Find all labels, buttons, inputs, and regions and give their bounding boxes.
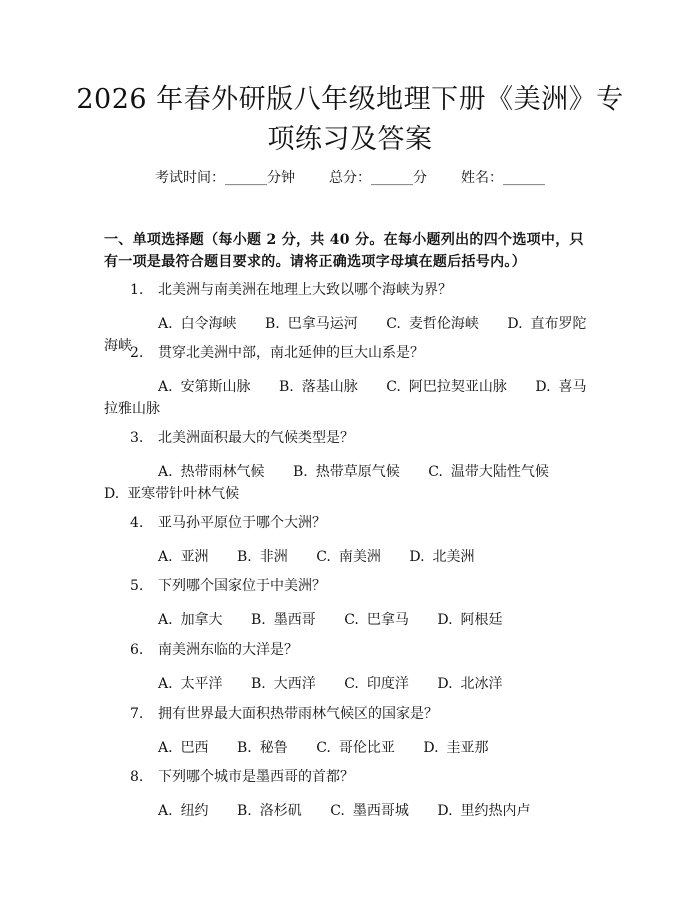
option-text: 巴拿马 [366,612,409,628]
option-letter: A. [158,740,173,756]
option-c [344,676,409,692]
option-letter: B. [251,676,266,692]
option-letter: D. [535,379,551,395]
option-d [437,803,530,819]
title-line-1: 2026 年春外研版八年级地理下册《美洲》专 [76,84,624,115]
question-item [104,342,600,420]
question-item [104,766,600,822]
option-letter: A. [158,549,173,565]
question-item [104,703,600,759]
option-b [237,740,288,756]
option-text: 印度洋 [366,676,409,692]
option-letter: A. [158,803,173,819]
option-letter: B. [237,549,252,565]
option-b [251,612,316,628]
option-a [158,676,223,692]
option-text: 太平洋 [180,676,223,692]
option-text: 洛杉矶 [259,803,302,819]
option-letter: D. [409,549,425,565]
option-text: 秘鲁 [259,740,288,756]
page-title [60,80,640,160]
option-text: 阿巴拉契亚山脉 [408,379,507,395]
option-text: 北冰洋 [460,676,503,692]
option-letter: C. [316,549,331,565]
option-b [265,316,358,332]
question-stem [104,575,600,597]
option-letter: C. [344,676,359,692]
question-number: 7. [130,706,144,722]
option-text: 北美洲 [432,549,475,565]
option-text: 阿根廷 [460,612,503,628]
option-b [251,676,316,692]
option-text: 温带大陆性气候 [450,464,549,480]
option-text: 墨西哥 [273,612,316,628]
question-item [104,512,600,568]
option-letter: C. [330,803,345,819]
option-text: 大西洋 [273,676,316,692]
option-c [316,740,395,756]
exam-meta [0,168,700,188]
option-letter: A. [158,316,173,332]
question-number: 3. [130,430,144,446]
option-text: 巴西 [180,740,209,756]
option-letter: D. [437,676,453,692]
question-options [104,546,600,568]
section-heading: 一、单项选择题（每小题 2 分，共 40 分。在每小题列出的四个选项中，只有一项是最符合题目要求的。请将正确选项字母填在题后括号内。） [104,232,584,270]
question-text: 贯穿北美洲中部，南北延伸的巨大山系是？ [158,345,424,361]
question-number: 8. [130,769,144,785]
option-letter: A. [158,612,173,628]
option-a [158,612,223,628]
option-letter: C. [386,316,401,332]
option-c [386,379,507,395]
option-text: 热带草原气候 [315,464,400,480]
question-number: 4. [130,515,144,531]
option-a [158,740,209,756]
question-stem [104,766,600,788]
option-text: 亚寒带针叶林气候 [127,486,240,502]
question-stem [104,512,600,534]
question-stem [104,279,600,301]
option-letter: A. [158,464,173,480]
option-b [237,803,302,819]
option-text: 喜马拉雅山脉 [104,379,587,417]
option-c [428,464,549,480]
option-text: 巴拿马运河 [287,316,358,332]
question-text: 北美洲面积最大的气候类型是？ [158,430,354,446]
option-text: 纽约 [180,803,209,819]
option-letter: C. [428,464,443,480]
question-text: 亚马孙平原位于哪个大洲？ [158,515,326,531]
option-text: 落基山脉 [301,379,358,395]
option-letter: B. [265,316,280,332]
question-number: 5. [130,578,144,594]
option-a [158,316,237,332]
option-text: 非洲 [259,549,288,565]
option-text: 南美洲 [338,549,381,565]
question-number: 2. [130,345,144,361]
option-c [330,803,409,819]
option-letter: C. [316,740,331,756]
option-c [316,549,381,565]
question-text: 北美洲与南美洲在地理上大致以哪个海峡为界？ [158,282,452,298]
option-text: 里约热内卢 [460,803,531,819]
question-item [104,639,600,695]
question-options [104,461,600,505]
option-letter: B. [237,803,252,819]
option-text: 墨西哥城 [352,803,409,819]
option-letter: C. [386,379,401,395]
option-c [386,316,479,332]
option-text: 亚洲 [180,549,209,565]
option-b [279,379,358,395]
option-text: 麦哲伦海峡 [408,316,479,332]
option-letter: D. [507,316,523,332]
option-a [158,379,251,395]
option-text: 哥伦比亚 [338,740,395,756]
option-text: 加拿大 [180,612,223,628]
option-b [237,549,288,565]
question-options [104,376,600,420]
question-stem [104,639,600,661]
exam-time-label: 考试时间：______分钟 [155,170,295,186]
option-letter: B. [279,379,294,395]
option-d [437,612,502,628]
question-stem [104,427,600,449]
option-a [158,803,209,819]
question-item [104,575,600,631]
option-a [158,464,265,480]
option-text: 安第斯山脉 [180,379,251,395]
option-d [437,676,502,692]
question-options [104,800,600,822]
option-letter: A. [158,379,173,395]
option-letter: D. [437,612,453,628]
option-text: 圭亚那 [446,740,489,756]
option-letter: B. [237,740,252,756]
question-number: 1. [130,282,144,298]
option-letter: B. [251,612,266,628]
option-letter: A. [158,676,173,692]
option-a [158,549,209,565]
question-text: 下列哪个国家位于中美洲？ [158,578,326,594]
question-options [104,737,600,759]
option-d [409,549,474,565]
option-letter: B. [293,464,308,480]
option-d [104,486,239,502]
question-item [104,427,600,505]
question-options [104,673,600,695]
option-letter: D. [104,486,120,502]
question-text: 南美洲东临的大洋是？ [158,642,298,658]
question-options [104,609,600,631]
option-d [423,740,488,756]
student-name-label: 姓名：______ [461,170,545,186]
title-line-2: 项练习及答案 [267,124,433,155]
option-c [344,612,409,628]
option-letter: D. [423,740,439,756]
question-stem [104,342,600,364]
option-text: 直布罗陀海峡 [104,316,587,354]
option-text: 白令海峡 [180,316,237,332]
option-text: 热带雨林气候 [180,464,265,480]
option-b [293,464,400,480]
option-letter: C. [344,612,359,628]
total-score-label: 总分：______分 [329,170,427,186]
question-number: 6. [130,642,144,658]
question-text: 拥有世界最大面积热带雨林气候区的国家是？ [158,706,438,722]
option-letter: D. [437,803,453,819]
question-stem [104,703,600,725]
question-text: 下列哪个城市是墨西哥的首都？ [158,769,354,785]
